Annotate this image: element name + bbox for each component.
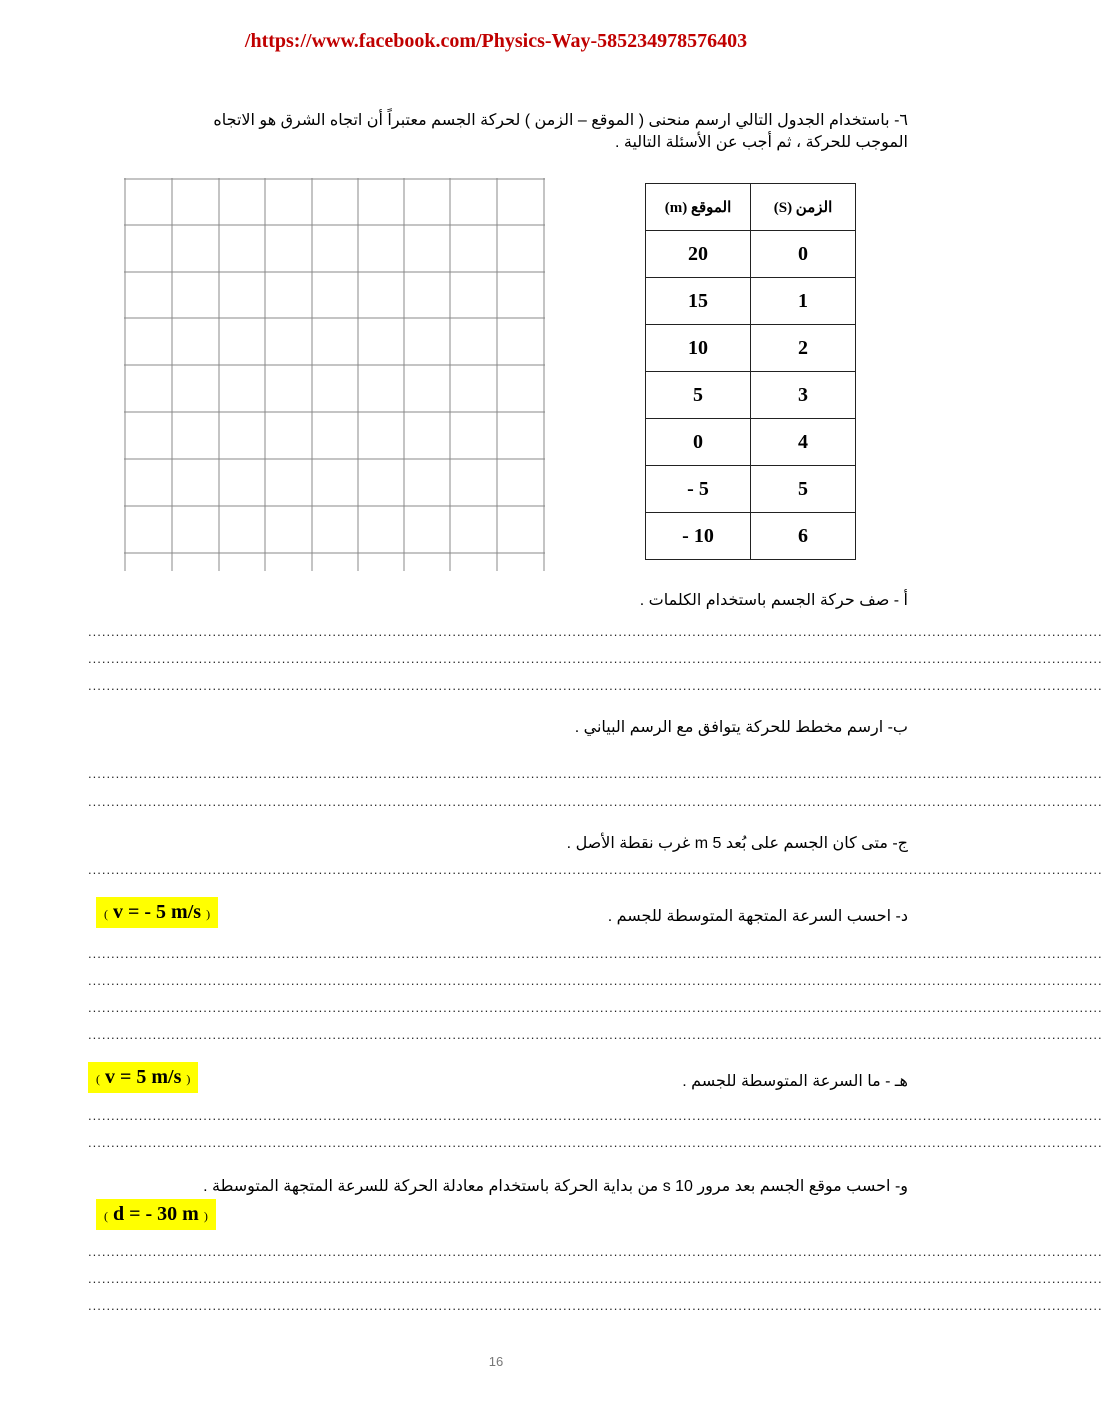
- part-b-question: ب- ارسم مخطط للحركة يتوافق مع الرسم البياني .: [574, 719, 908, 736]
- part-a-question: أ - صف حركة الجسم باستخدام الكلمات .: [639, 592, 908, 609]
- answer-line: ............................................................................................................................................................................................................................: [88, 1271, 1103, 1286]
- answer-line: ............................................................................................................................................................................................................................: [88, 766, 1103, 781]
- data-table: [645, 183, 856, 560]
- answer-line: ............................................................................................................................................................................................................................: [88, 678, 1103, 693]
- facebook-url[interactable]: /https://www.facebook.com/Physics-Way-585234978576403: [244, 30, 748, 52]
- table-header-row: [646, 184, 856, 231]
- table-row: - 10 6: [646, 513, 856, 560]
- answer-line: ............................................................................................................................................................................................................................: [88, 1298, 1103, 1313]
- time-header: الزمن (S): [751, 184, 856, 231]
- part-e-question: هـ - ما السرعة المتوسطة للجسم .: [682, 1073, 908, 1090]
- answer-d: v = - 5 m/s: [113, 901, 202, 923]
- answer-line: ............................................................................................................................................................................................................................: [88, 624, 1103, 639]
- answer-line: ............................................................................................................................................................................................................................: [88, 794, 1103, 809]
- table-row: 10 2: [646, 325, 856, 372]
- graph-grid: [124, 178, 545, 571]
- question-line-2: الموجب للحركة ، ثم أجب عن الأسئلة التالية .: [615, 134, 908, 151]
- table-row: 0 4: [646, 419, 856, 466]
- page-number: 16: [488, 1354, 504, 1369]
- answer-f: d = - 30 m: [113, 1203, 199, 1225]
- part-c-question: ج- متى كان الجسم على بُعد 5 m غرب نقطة الأصل .: [566, 835, 908, 852]
- answer-line: ............................................................................................................................................................................................................................: [88, 651, 1103, 666]
- question-intro: [108, 110, 908, 154]
- question-line-1: ٦- باستخدام الجدول التالي ارسم منحنى ( الموقع – الزمن ) لحركة الجسم معتبراً أن اتجاه الشرق هو الاتجاه: [213, 112, 908, 129]
- answer-line: ............................................................................................................................................................................................................................: [88, 946, 1103, 961]
- table-row: 15 1: [646, 278, 856, 325]
- answer-e: v = 5 m/s: [105, 1066, 182, 1088]
- answer-line: ............................................................................................................................................................................................................................: [88, 1000, 1103, 1015]
- answer-line: ............................................................................................................................................................................................................................: [88, 1244, 1103, 1259]
- table-row: 5 3: [646, 372, 856, 419]
- answer-line: ............................................................................................................................................................................................................................: [88, 1108, 1103, 1123]
- answer-line: ............................................................................................................................................................................................................................: [88, 1027, 1103, 1042]
- answer-line: ............................................................................................................................................................................................................................: [88, 862, 1103, 877]
- answer-e-highlight: ( v = 5 m/s ): [88, 1062, 198, 1093]
- part-d-question: د- احسب السرعة المتجهة المتوسطة للجسم .: [607, 908, 908, 925]
- table-row: - 5 5: [646, 466, 856, 513]
- answer-f-highlight: ( d = - 30 m ): [96, 1199, 216, 1230]
- answer-line: ............................................................................................................................................................................................................................: [88, 973, 1103, 988]
- answer-d-highlight: ( v = - 5 m/s ): [96, 897, 218, 928]
- part-f-question: و- احسب موقع الجسم بعد مرور 10 s من بداية الحركة باستخدام معادلة الحركة للسرعة المتجهة المتوسطة .: [203, 1178, 908, 1195]
- answer-line: ............................................................................................................................................................................................................................: [88, 1135, 1103, 1150]
- position-header: الموقع (m): [646, 184, 751, 231]
- table-row: 20 0: [646, 231, 856, 278]
